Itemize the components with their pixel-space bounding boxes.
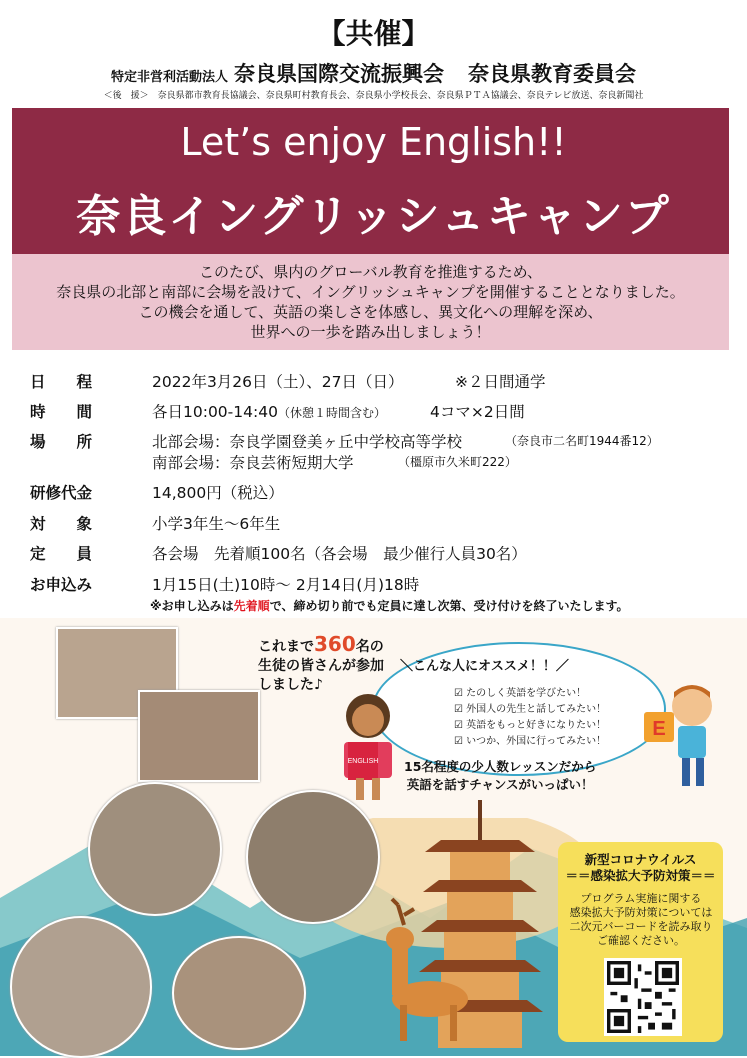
covid-text-line: プログラム実施に関する bbox=[580, 892, 702, 905]
org-nara-education-board: 奈良県教育委員会 bbox=[468, 62, 636, 86]
recommend-item: ☑ 外国人の先生と話してみたい！ bbox=[454, 704, 607, 715]
title-japanese: 奈良イングリッシュキャンプ bbox=[76, 191, 671, 242]
covid-text-line: 感染拡大予防対策については bbox=[569, 906, 713, 919]
boy-character-illustration bbox=[640, 682, 730, 797]
participant-stat bbox=[258, 632, 384, 695]
fee-value: 14,800円（税込） bbox=[152, 484, 284, 502]
intro-text bbox=[12, 262, 729, 342]
block-letter: E bbox=[652, 718, 666, 740]
recommend-title: ＼こんな人にオススメ！！／ bbox=[400, 659, 569, 674]
photo-group-activity bbox=[138, 690, 260, 782]
date-label: 日 程 bbox=[30, 373, 93, 391]
fee-label: 研修代金 bbox=[30, 484, 93, 502]
stat-post: 名の bbox=[355, 639, 384, 655]
org-corp-prefix: 特定非営利活動法人 bbox=[110, 70, 228, 85]
venue-south: 南部会場：奈良芸術短期大学 bbox=[152, 454, 354, 472]
apply-note-post: で、締め切り前でも定員に達し次第、受け付けを終了いたします。 bbox=[269, 599, 629, 613]
apply-note bbox=[150, 597, 629, 614]
title-english: Let’s enjoy English!! bbox=[180, 120, 567, 164]
photo-students-room bbox=[10, 916, 152, 1058]
venue-label: 場 所 bbox=[30, 433, 93, 451]
covid-title-line1: 新型コロナウイルス bbox=[584, 852, 697, 867]
photo-flags-activity bbox=[88, 782, 222, 916]
recommend-list bbox=[454, 686, 606, 750]
lesson-line1: 15名程度の少人数レッスンだから bbox=[404, 759, 597, 774]
time-label: 時 間 bbox=[30, 403, 93, 421]
apply-note-first-come: 先着順 bbox=[233, 599, 270, 613]
girl-character-illustration bbox=[330, 690, 410, 805]
covid-title bbox=[558, 852, 723, 884]
book-title: ENGLISH bbox=[347, 758, 379, 765]
date-note: ※２日間通学 bbox=[455, 373, 546, 391]
target-value: 小学3年生〜6年生 bbox=[152, 515, 281, 533]
recommend-item: ☑ いつか、外国に行ってみたい！ bbox=[454, 736, 607, 747]
time-value bbox=[152, 400, 386, 422]
intro-line: 奈良県の北部と南部に会場を設けて、イングリッシュキャンプを開催することとなりました。 bbox=[56, 283, 685, 301]
time-sub: （休憩１時間含む） bbox=[277, 406, 386, 420]
covid-text bbox=[566, 892, 716, 948]
recommend-item: ☑ たのしく英語を学びたい！ bbox=[454, 688, 587, 699]
date-value: 2022年3月26日（土）、27日（日） bbox=[152, 373, 404, 391]
venue-north: 北部会場：奈良学園登美ヶ丘中学校高等学校 bbox=[152, 433, 463, 451]
apply-note-pre: ※お申し込みは bbox=[150, 599, 234, 613]
org-nara-international: 奈良県国際交流振興会 bbox=[234, 62, 444, 86]
covid-text-line: ご確認ください。 bbox=[597, 934, 685, 947]
covid-title-line2: ＝＝感染拡大予防対策＝＝ bbox=[565, 868, 716, 883]
stat-pre: これまで bbox=[258, 639, 314, 655]
supporters: ＜後 援＞ 奈良県都市教育長協議会、奈良県町村教育長会、奈良県小学校長会、奈良県ＰＴＡ協議会、奈良テレビ放送、奈良新聞社 bbox=[103, 91, 644, 101]
capacity-label: 定 員 bbox=[30, 545, 93, 563]
intro-line: このたび、県内のグローバル教育を推進するため、 bbox=[198, 263, 543, 281]
time-main: 各日10:00-14:40 bbox=[152, 403, 278, 421]
time-note: 4コマ×2日間 bbox=[430, 403, 525, 421]
cohost-label: 【共催】 bbox=[317, 17, 430, 50]
stat-line3: しました♪ bbox=[258, 677, 323, 693]
venue-north-address: （奈良市二名町1944番12） bbox=[505, 434, 659, 448]
venue-south-address: （橿原市久米町222） bbox=[398, 455, 517, 469]
organizers bbox=[0, 58, 747, 88]
intro-line: この機会を通して、英語の楽しさを体感し、異文化への理解を深め、 bbox=[138, 303, 603, 321]
deer-illustration bbox=[358, 895, 478, 1045]
intro-line: 世界への一歩を踏み出しましょう！ bbox=[250, 323, 491, 341]
lesson-message bbox=[404, 758, 596, 794]
covid-text-line: 二次元バーコードを読み取り bbox=[569, 920, 713, 933]
lesson-line2: 英語を話すチャンスがいっぱい！ bbox=[406, 777, 594, 792]
apply-value: 1月15日(土)10時〜 2月14日(月)18時 bbox=[152, 576, 420, 594]
qr-code[interactable] bbox=[604, 958, 682, 1036]
stat-number: 360 bbox=[314, 632, 356, 656]
target-label: 対 象 bbox=[30, 515, 93, 533]
stat-line2: 生徒の皆さんが参加 bbox=[258, 658, 384, 674]
photo-teacher-students bbox=[172, 936, 306, 1050]
capacity-value: 各会場 先着順100名（各会場 最少催行人員30名） bbox=[152, 545, 527, 563]
recommend-item: ☑ 英語をもっと好きになりたい！ bbox=[454, 720, 607, 731]
apply-label: お申込み bbox=[30, 576, 93, 594]
